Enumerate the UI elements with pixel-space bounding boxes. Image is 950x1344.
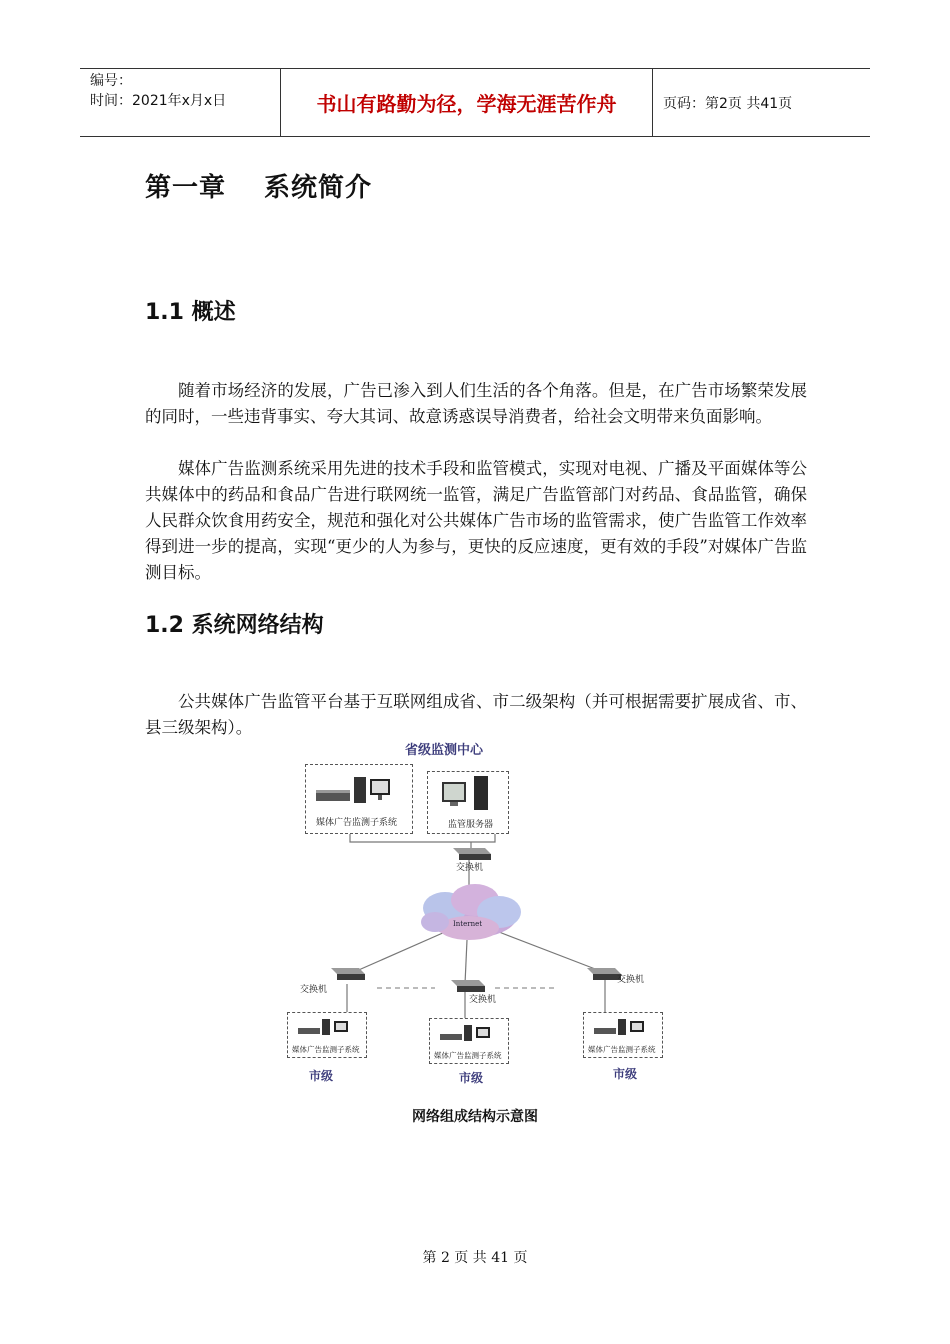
- server-computer-icon: [430, 1019, 508, 1049]
- network-diagram: [285, 736, 685, 1096]
- media-monitor-box: [305, 764, 413, 834]
- supervision-server-label: 监管服务器: [448, 820, 494, 830]
- section-heading-network: 1.2 系统网络结构: [145, 613, 324, 638]
- server-computer-icon: [584, 1013, 662, 1043]
- server-computer-icon: [306, 765, 412, 813]
- switch-icon: [331, 968, 365, 980]
- internet-cloud-icon: [421, 884, 521, 940]
- media-monitor-label: 媒体广告监测子系统: [316, 818, 398, 828]
- supervision-server-box: [427, 771, 509, 834]
- chapter-heading: [145, 167, 372, 204]
- city-label-2: 市级: [459, 1071, 484, 1085]
- header-number-label: 编号：: [90, 73, 132, 89]
- header-meta-cell: [80, 69, 281, 136]
- city-label-3: 市级: [613, 1067, 638, 1081]
- header-motto: 书山有路勤为径，学海无涯苦作舟: [281, 69, 653, 136]
- provincial-center-title: 省级监测中心: [405, 743, 484, 758]
- switch-icon: [451, 980, 485, 992]
- internet-label: Internet: [453, 920, 483, 928]
- page-footer: 第 2 页 共 41 页: [422, 1250, 528, 1266]
- server-monitor-icon: [428, 772, 508, 816]
- city-monitor-label-2: 媒体广告监测子系统: [434, 1051, 502, 1060]
- city-switch-label-2: 交换机: [469, 995, 497, 1005]
- city-monitor-box-3: [583, 1012, 663, 1058]
- chapter-number: 第一章: [145, 173, 227, 203]
- overview-paragraph-1: 随着市场经济的发展，广告已渗入到人们生活的各个角落。但是，在广告市场繁荣发展的同时，一些违背事实、夸大其词、故意诱惑误导消费者，给社会文明带来负面影响。: [145, 381, 807, 426]
- switch-icon: [587, 968, 621, 980]
- chapter-title: 系统简介: [264, 173, 373, 203]
- city-monitor-box-1: [287, 1012, 367, 1058]
- network-paragraph: 公共媒体广告监管平台基于互联网组成省、市二级架构（并可根据需要扩展成省、市、县三级架构）。: [145, 692, 807, 737]
- overview-paragraph-2: 媒体广告监测系统采用先进的技术手段和监管模式，实现对电视、广播及平面媒体等公共媒体中的药品和食品广告进行联网统一监管，满足广告监管部门对药品、食品监管，确保人民群众饮食用药安全，规范和强化对公共媒体广告市场的监管需求，使广告监管工作效率得到进一步的提高，实现“更少的人为参与，更快的反应速度，更有效的手段”对媒体广告监测目标。: [145, 459, 807, 582]
- diagram-caption: 网络组成结构示意图: [412, 1109, 538, 1125]
- city-monitor-box-2: [429, 1018, 509, 1064]
- header-date: 时间：2021年x月x日: [90, 93, 227, 109]
- switch-icon: [453, 848, 491, 860]
- city-monitor-label-1: 媒体广告监测子系统: [292, 1045, 360, 1054]
- server-computer-icon: [288, 1013, 366, 1043]
- city-label-1: 市级: [309, 1069, 334, 1083]
- header-page-info: 页码：第2页 共41页: [663, 95, 793, 112]
- city-monitor-label-3: 媒体广告监测子系统: [588, 1045, 656, 1054]
- section-heading-overview: 1.1 概述: [145, 300, 236, 325]
- page-header: [80, 68, 870, 137]
- city-switch-label-3: 交换机: [617, 975, 645, 985]
- center-switch-label: 交换机: [456, 863, 484, 873]
- city-switch-label-1: 交换机: [300, 985, 328, 995]
